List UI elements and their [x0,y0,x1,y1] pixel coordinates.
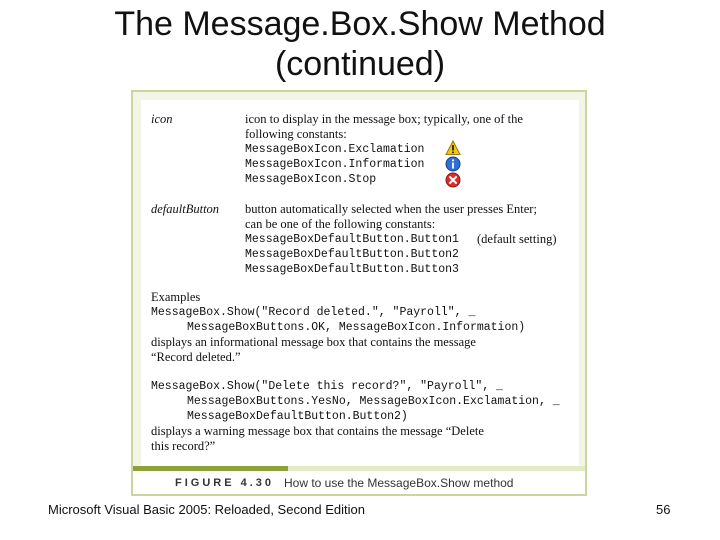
exclamation-icon [445,140,461,156]
term-default-button: defaultButton [151,202,220,216]
figure-caption: How to use the MessageBox.Show method [284,476,514,490]
figure-caption-bar [133,466,585,494]
default-setting-note: (default setting) [477,232,557,246]
example2-code-line2: MessageBoxButtons.YesNo, MessageBoxIcon.Exclamation, _ [187,395,560,408]
constant-button3: MessageBoxDefaultButton.Button3 [245,263,459,276]
information-icon [445,156,461,172]
example1-code-line2: MessageBoxButtons.OK, MessageBoxIcon.Information) [187,321,526,334]
example2-code-line3: MessageBoxDefaultButton.Button2) [187,410,408,423]
icon-desc-line1: icon to display in the message box; typically, one of the [245,112,523,126]
icon-desc-line2: following constants: [245,127,347,141]
footer-text: Microsoft Visual Basic 2005: Reloaded, Second Edition [48,502,366,517]
slide-title [0,4,720,84]
example2-code-line1: MessageBox.Show("Delete this record?", "Payroll", _ [151,380,503,393]
constant-button1: MessageBoxDefaultButton.Button1 [245,233,459,246]
title-line-1: The Message.Box.Show Method [114,5,606,43]
default-desc-line2: can be one of the following constants: [245,217,436,231]
caption-rule-dark [133,466,288,471]
constant-exclamation: MessageBoxIcon.Exclamation [245,143,425,156]
figure-panel [141,100,579,470]
example1-desc-line2: “Record deleted.” [151,350,241,364]
term-icon: icon [151,112,173,126]
example2-desc-line1: displays a warning message box that contains the message “Delete [151,424,484,438]
example1-desc-line1: displays an informational message box that contains the message [151,335,476,349]
caption-rule-light [288,466,585,471]
example1-code-line1: MessageBox.Show("Record deleted.", "Payroll", _ [151,306,476,319]
default-desc-line1: button automatically selected when the user presses Enter; [245,202,537,216]
constant-stop: MessageBoxIcon.Stop [245,173,377,186]
example2-desc-line2: this record?” [151,439,216,453]
figure-label: FIGURE 4.30 [175,477,275,489]
constant-information: MessageBoxIcon.Information [245,158,425,171]
figure-4-30 [131,90,587,496]
title-line-2: (continued) [274,45,446,83]
examples-heading: Examples [151,290,201,304]
constant-button2: MessageBoxDefaultButton.Button2 [245,248,459,261]
stop-icon [445,172,461,188]
page-number: 56 [656,502,671,517]
